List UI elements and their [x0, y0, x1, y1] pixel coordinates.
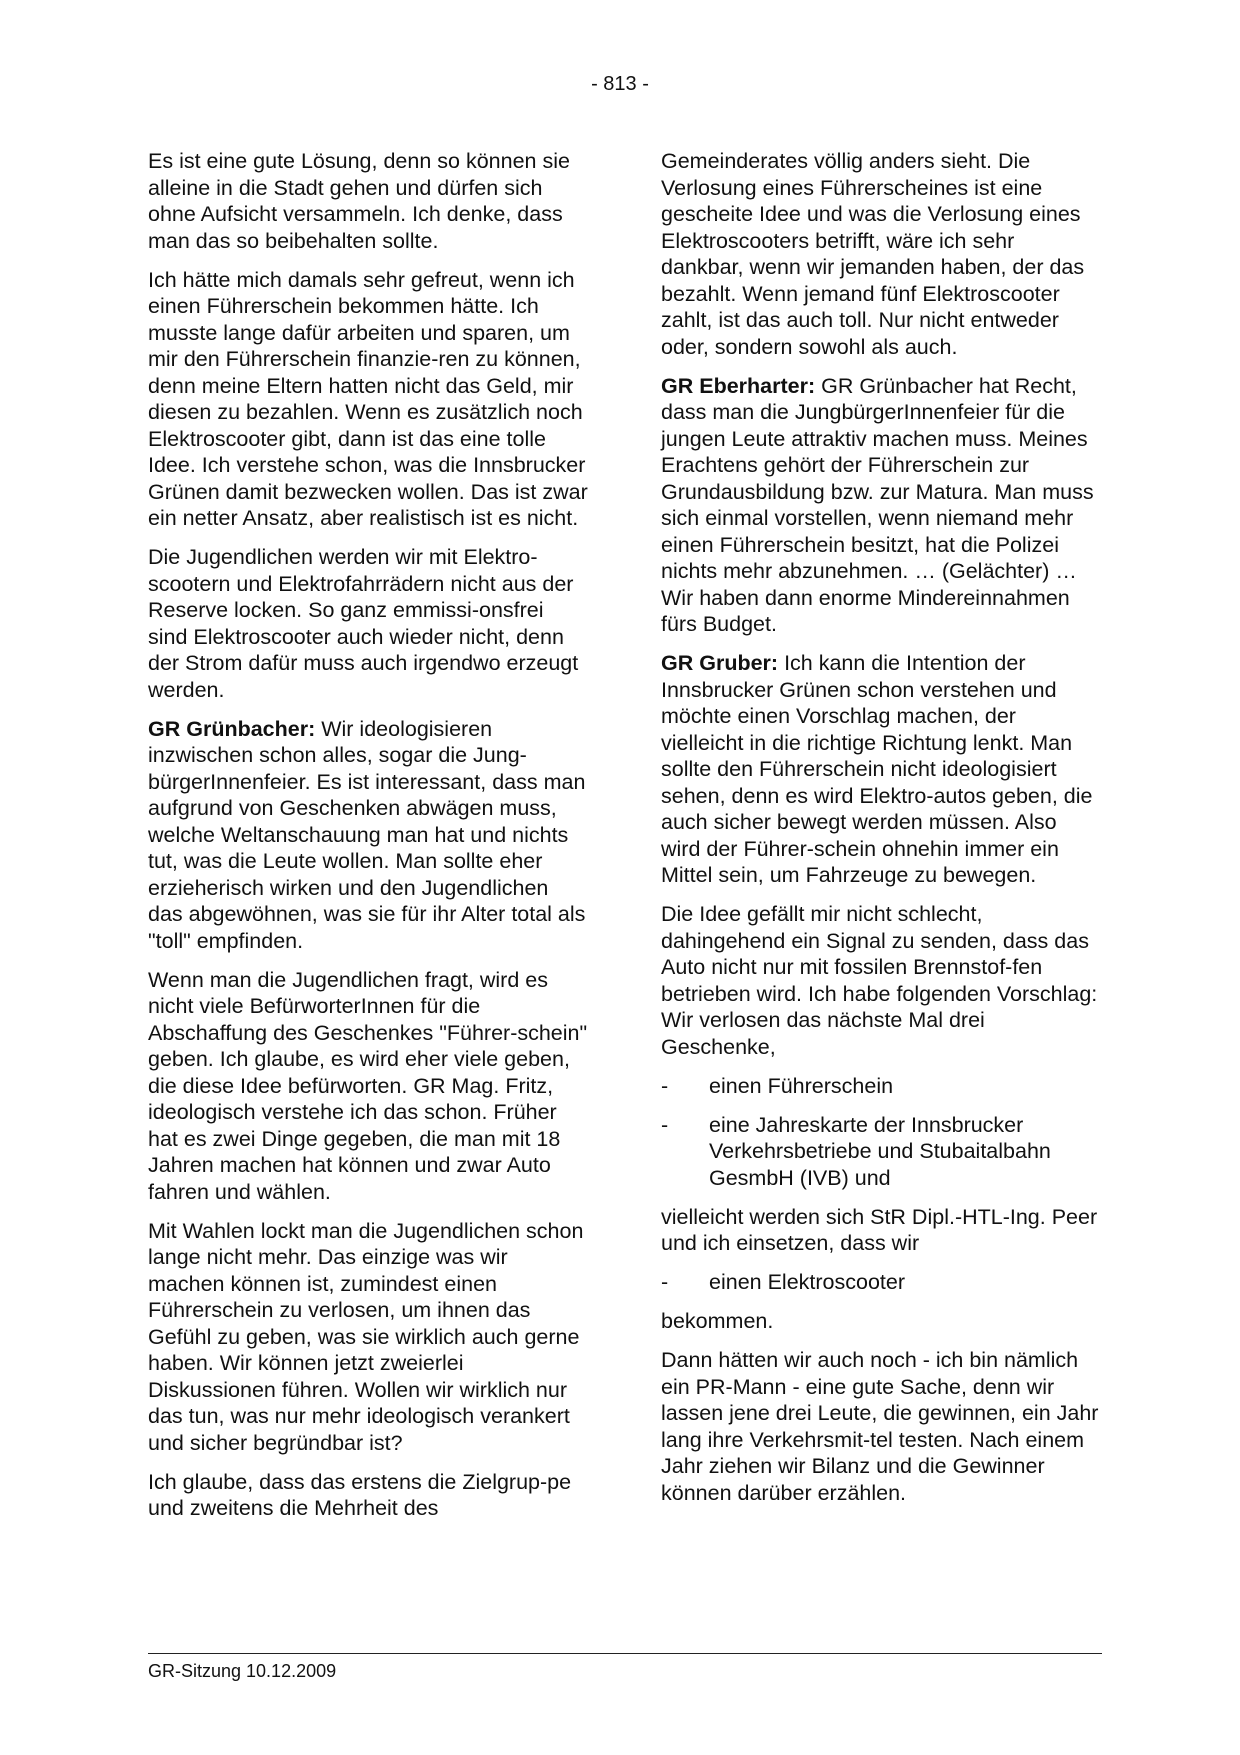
paragraph: Es ist eine gute Lösung, denn so können sie alleine in die Stadt gehen und dürfen sich ohne Aufsicht versammeln. Ich denke, dass man das so beibehalten sollte. — [148, 149, 570, 253]
paragraph: Dann hätten wir auch noch - ich bin nämlich ein PR-Mann - eine gute Sache, denn wir lassen jene drei Leute, die gewinnen, ein Jahr lang ihre Verkehrsmit-tel testen. Nach einem Jahr ziehen wir Bilanz und die Gewinner können darüber erzählen. — [661, 1348, 1099, 1505]
paragraph: bekommen. — [661, 1309, 774, 1333]
list-item — [661, 1269, 1101, 1296]
footer-divider — [148, 1653, 1102, 1654]
speaker-name: GR Grünbacher: — [148, 716, 316, 741]
list-item-text: einen Führerschein — [709, 1073, 894, 1098]
dash-bullet: - — [661, 1270, 669, 1294]
page-number: - 813 - — [591, 73, 649, 95]
paragraph — [148, 716, 588, 955]
speaker-name: GR Gruber: — [661, 651, 779, 675]
paragraph: Wenn man die Jugendlichen fragt, wird es nicht viele BefürworterInnen für die Abschaffung des Geschenkes "Führer-schein" geben. Ich glaube, es wird eher viele geben, die diese Idee befürworten. GR Mag. Fritz, ideologisch verstehe ich das schon. Früher hat es zwei Dinge gegeben, die man mit 18 Jahren machen hat können und zwar Auto fahren und wählen. — [148, 967, 588, 1204]
left-column — [148, 148, 588, 1534]
speech-text: Ich kann die Intention der Innsbrucker Grünen schon verstehen und möchte einen Vorschlag machen, der vielleicht in die richtige Richtung lenkt. Man sollte den Führerschein nicht ideologisiert sehen, denn es wird Elektro-autos geben, die auch sicher bewegt werden müssen. Also wird der Führer-schein ohnehin immer ein Mittel sein, um Fahrzeuge zu bewegen. — [661, 651, 1093, 887]
paragraph: Ich glaube, dass das erstens die Zielgrup-pe und zweitens die Mehrheit des — [148, 1469, 572, 1520]
list-item-text: einen Elektroscooter — [709, 1270, 905, 1294]
paragraph: Gemeinderates völlig anders sieht. Die Verlosung eines Führerscheines ist eine gescheite Idee und was die Verlosung eines Elektroscooters betrifft, wäre ich sehr dankbar, wenn wir jemanden haben, der das bezahlt. Wenn jemand fünf Elektroscooter zahlt, ist das auch toll. Nur nicht entweder oder, sondern sowohl als auch. — [661, 149, 1085, 359]
paragraph: Die Jugendlichen werden wir mit Elektro-scootern und Elektrofahrrädern nicht aus der Reserve locken. So ganz emmissi-onsfrei sind Elektroscooter auch wieder nicht, denn der Strom dafür muss auch irgendwo erzeugt werden. — [148, 545, 579, 702]
list-item — [661, 1112, 1101, 1192]
speech-text: Wir ideologisieren inzwischen schon alles, sogar die Jung-bürgerInnenfeier. Es ist interessant, dass man aufgrund von Geschenken abwägen muss, welche Weltanschauung man hat und nichts tut, was die Leute wollen. Man sollte eher erzieherisch wirken und den Jugendlichen das abgewöhnen, was sie für ihr Alter total als "toll" empfinden. — [148, 716, 586, 953]
list-item-text: eine Jahreskarte der Innsbrucker Verkehrsbetriebe und Stubaitalbahn GesmbH (IVB) und — [709, 1112, 1051, 1190]
right-column — [661, 148, 1101, 1519]
paragraph — [661, 373, 1101, 638]
dash-bullet: - — [661, 1073, 669, 1098]
paragraph — [661, 650, 1101, 889]
paragraph: Die Idee gefällt mir nicht schlecht, dahingehend ein Signal zu senden, dass das Auto nicht nur mit fossilen Brennstof-fen betrieben wird. Ich habe folgenden Vorschlag: Wir verlosen das nächste Mal drei Geschenke, — [661, 902, 1098, 1059]
footer-text: GR-Sitzung 10.12.2009 — [148, 1661, 337, 1681]
speech-text: GR Grünbacher hat Recht, dass man die JungbürgerInnenfeier für die jungen Leute attraktiv machen muss. Meines Erachtens gehört der Führerschein zur Grundausbildung bzw. zur Matura. Man muss sich einmal vorstellen, wenn niemand mehr einen Führerschein besitzt, hat die Polizei nichts mehr abzunehmen. … (Gelächter) … Wir haben dann enorme Mindereinnahmen fürs Budget. — [661, 373, 1094, 636]
paragraph: vielleicht werden sich StR Dipl.-HTL-Ing. Peer und ich einsetzen, dass wir — [661, 1204, 1098, 1255]
dash-bullet: - — [661, 1112, 669, 1137]
speaker-name: GR Eberharter: — [661, 373, 816, 398]
paragraph: Ich hätte mich damals sehr gefreut, wenn ich einen Führerschein bekommen hätte. Ich musste lange dafür arbeiten und sparen, um mir den Führerschein finanzie-ren zu können, denn meine Eltern hatten nicht das Geld, mir diesen zu bezahlen. Wenn es zusätzlich noch Elektroscooter gibt, dann ist das eine tolle Idee. Ich verstehe schon, was die Innsbrucker Grünen damit bezwecken wollen. Das ist zwar ein netter Ansatz, aber realistisch ist es nicht. — [148, 267, 588, 530]
paragraph: Mit Wahlen lockt man die Jugendlichen schon lange nicht mehr. Das einzige was wir machen können ist, zumindest einen Führerschein zu verlosen, um ihnen das Gefühl zu geben, was sie wirklich auch gerne haben. Wir können jetzt zweierlei Diskussionen führen. Wollen wir wirklich nur das tun, was nur mehr ideologisch verankert und sicher begründbar ist? — [148, 1218, 584, 1455]
list-item — [661, 1073, 1101, 1100]
